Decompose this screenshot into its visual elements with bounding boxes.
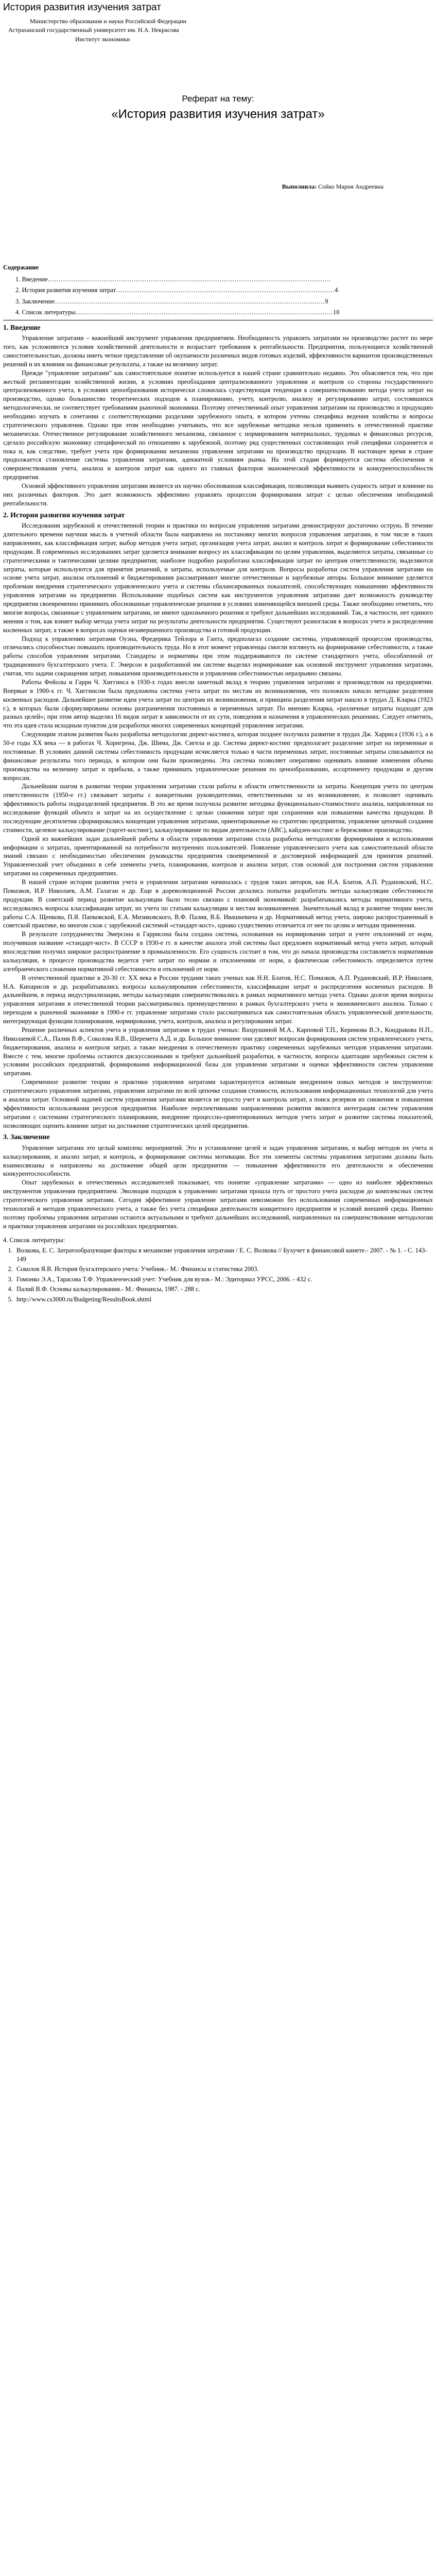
section-history — [3, 511, 433, 1130]
section-heading: 1. Введение — [3, 324, 41, 332]
toc-item[interactable]: 3. Заключение………………………………………………………………………………………………………………9 — [15, 297, 328, 305]
paragraph: Управление затратами это целый комплекс мероприятий. Это и установление целей и задач управления затратами, и выбор методов их учета и калькулирования, и анализ затрат, и контроль, и формирование системы мотивации. Все эти элементы системы управления затратами должны быть взаимосвязаны и направлены на достижение общей цели предприятия — повышения эффективности его деятельности и обеспечения конкурентоспособности. — [3, 1144, 433, 1178]
university-line: Астраханский государственный университет им. Н.А. Некрасова — [8, 26, 179, 34]
paragraph: Одной из важнейших задач дальнейшей работы в области управления затратами стала разработка методологии формирования и использования информации о затратах, ориентированной на потребности внутренних пользователей. Появление управленческого учета как самостоятельной области знаний связано с необходимостью обеспечения руководства предприятия своевременной и достоверной информацией для принятия решений. Управленческий учет объединил в себе элементы учета, планирования, контроля и анализа затрат, став основой для построения систем управления затратами на современных предприятиях. — [3, 835, 433, 877]
references-heading: 4. Список литературы: — [3, 1236, 65, 1244]
author-label: Выполнила: — [282, 183, 317, 191]
paragraph: Опыт зарубежных и отечественных исследователей показывает, что понятие «управление затратами» — одно из наиболее эффективных инструментов управления предприятием. Эволюция подходов к управлению затратами прошла путь от простого учета расходов до комплексных систем стратегического управления затратами. Сегодня эффективное управление затратами невозможно без использования современных информационных технологий и методов управленческого учета, а также без учета специфики деятельности конкретного предприятия и условий внешней среды. Именно поэтому проблемы управления затратами остаются актуальными и требуют дальнейших исследований, направленных на совершенствование методологии и практики управления затратами на российских предприятиях. — [3, 1179, 433, 1230]
paragraph: Управление затратами – важнейший инструмент управления предприятием. Необходимость управлять затратами на производство растет по мере того, как усложняются условия хозяйственной деятельности и возрастает требования к рентабельности. Предприятия, пользующиеся хозяйственной самостоятельностью, должны иметь четкое представление об окупаемости различных видов готовых изделий, эффективности вариантов производственных решений и их влияния на финансовые результаты, а также на величину затрат. — [3, 334, 433, 368]
references-list — [3, 1246, 433, 1303]
toc-item[interactable]: 1. Введение…………………………………………………………………………………………………………………… — [15, 275, 331, 283]
table-of-contents — [3, 263, 433, 317]
reference-item: 2. Соколов Я.В. История бухгалтерского учета: Учебник.- М.: Финансы и статистика 2003. — [14, 1265, 433, 1274]
paragraph: Работы Фейолы и Гарри Ч. Хиггинса в 1930-х годах внесли заметный вклад в теорию управления затратами и производством на предприятии. Впервые в 1900-х гг. Ч. Хиггинсом была предложена система учета затрат по местам их возникновения, что положило начало методике разделения косвенных расходов. Дальнейшее развитие идеи учета затрат по центрам их возникновения, и принципа разделения затрат нашло в трудах Д. Кларка (1923 г.), в которых были сформулированы основы разграничения постоянных и переменных затрат. По мнению Кларка, «различные затраты подходят для разных целей»; при этом автор выделял 16 видов затрат в зависимости от их сути, поведения и назначения в управленческих решениях. Следует отметить, что эта идея стала исходным пунктом для разработки многих современных концепций управления затратами. — [3, 678, 433, 730]
paragraph: В отечественной практике в 20-30 гг. XX века в России трудами таких ученых как Н.Н. Блатов, Н.С. Помазков, А.П. Рудановский, И.Р. Николаев, Н.А. Кипарисов и др. разрабатывались вопросы калькулирования себестоимости, классификации затрат и распределения косвенных расходов. В дальнейшем, в период индустриализации, методы калькуляции совершенствовались в рамках нормативного метода учета. Однако долгое время вопросы управления затратами в отечественной теории рассматривались преимущественно в рамках бухгалтерского учета и экономического анализа. Только с переходом к рыночной экономике в 1990-е гг. управление затратами стало рассматриваться как самостоятельная область управленческой деятельности, интегрирующая функции планирования, нормирования, учета, контроля, анализа и регулирования затрат. — [3, 974, 433, 1025]
reference-item: 4. Палий В.Ф. Основы калькулирования.- М.: Финансы, 1987. - 288 с. — [14, 1285, 433, 1294]
reference-link[interactable]: 5. http://www.cs3000.ru/Budgeting/ResultsBook.shtml — [14, 1295, 433, 1304]
section-conclusion — [3, 1133, 433, 1230]
section-heading: 3. Заключение — [3, 1133, 50, 1142]
author-name: Сойко Мария Андреевна — [317, 183, 383, 191]
section-heading: 2. История развития изучения затрат — [3, 511, 125, 519]
section-introduction — [3, 324, 433, 508]
paragraph: В результате сотрудничества Эмерсона и Гаррисона была создана система, основанная на нормировании затрат и учете отклонений от норм, получившая название «стандарт-кост». В СССР в 1930-е гг. в качестве аналога этой системы был предложен нормативный метод учета затрат, который впоследствии получил широкое распространение в промышленности. Его сущность состоит в том, что до начала производства составляется нормативная калькуляция, в процессе производства ведется учет затрат по нормам и отклонениям от норм, а фактическая себестоимость определяется путем алгебраического сложения нормативной себестоимости и отклонений от норм. — [3, 930, 433, 973]
cover-topic: «История развития изучения затрат» — [111, 107, 325, 121]
paragraph: Дальнейшим шагом в развитии теории управления затратами стали работы в области ответственности за затраты. Концепция учета по центрам ответственности (1950-е гг.) связывает затраты с конкретными руководителями, ответственными за их возникновение, и позволяет оценивать эффективность работы подразделений предприятия. В это же время получила развитие методика функционально-стоимостного анализа, направленная на исследование функций объекта и затрат на их осуществление с целью снижения затрат при сохранении или повышении качества продукции. В последующие десятилетия сформировались концепции управления затратами, ориентированные на стратегию предприятия, управление цепочкой создания стоимости, целевое калькулирование (таргет-костинг), калькулирование по видам деятельности (ABC), кайдзен-костинг и бережливое производство. — [3, 783, 433, 834]
paragraph: Следующим этапом развития было разработка методологии директ-костинга, которая позднее получила развитие в трудах Дж. Харриса (1936 г.), а в 50-е годы XX века — в работах Ч. Хорнгрена, Дж. Шима, Дж. Сигела и др. Система директ-костинг предполагает разделение затрат на переменные и постоянные. В условиях данной системы себестоимость продукции исчисляется только в части переменных затрат, постоянные затраты списываются на финансовые результаты того периода, в котором они были произведены. Эта система позволяет оперативно оценивать влияние изменения объема производства на величину затрат и прибыли, а также принимать управленческие решения по ценообразованию, ассортименту продукции и другим вопросам. — [3, 731, 433, 782]
institute-line: Институт экономики — [75, 35, 130, 43]
cover-kind: Реферат на тему: — [182, 94, 254, 104]
toc-item[interactable]: 2. История развития изучения затрат…………………………………………………………………………………………4 — [15, 286, 338, 294]
toc-heading: Содержание — [3, 264, 39, 272]
paragraph: Современное развитие теории и практики управления затратами характеризуется активным внедрением новых методов и инструментов: стратегического управления затратами, управления затратами по всей цепочке создания стоимости, использования информационных технологий для учета и анализа затрат. Основной задачей систем управления затратами является не просто учет и контроль затрат, а поиск резервов их снижения и повышения эффективности использования ресурсов предприятия. Наиболее перспективными направлениями развития являются интеграция систем управления затратами с системами стратегического планирования, внедрение процессно-ориентированных методов учета затрат и развитие системы показателей, позволяющих оценить влияние затрат на достижение стратегических целей предприятия. — [3, 1078, 433, 1129]
toc-item[interactable]: 4. Список литературы…………………………………………………………………………………………………………10 — [15, 309, 340, 316]
paragraph: Прежде "управление затратами" как самостоятельное понятие используется в нашей стране сравнительно недавно. Это объясняется тем, что при жесткой регламентации хозяйственной жизни, в условиях преобладания централизованного управления и контроля со стороны государственного централизованного учета, в условиях ценообразования исторически сложилась существующая тенденция к совершенствованию метода учета затрат на производство, однако большинство теоретических подходов к планированию, учету, контролю, анализу и регулированию затрат, состоявшихся методологически, не соответствует требованиям рыночной экономики. Поэтому отечественный опыт управления затратами на производство и продукцию необходимо изучать в сочетании с соответствующими разделами зарубежного опыта, в котором учтены специфика ведения хозяйства и вопросы стратегического управления. Однако при этом необходимо учитывать, что все зарубежные методики нельзя применять в отечественной практике механически. Отечественное регулирование хозяйственного механизма, связанное с нормированием материальных, трудовых и финансовых ресурсов, сделало российскую экономику специфической по отношению к зарубежной, поэтому ряд существенных составляющих этой специфики сохраняется и пока и, как следствие, требует учета при формировании механизма управления затратами на производство продукции. В настоящее время в стране продолжается становление системы управления затратами, адекватной условиям рынка. На этой стадии формируется система обеспечения и совершенствования учета, анализа и контроля затрат как одного из главных факторов экономической эффективности и конкурентоспособности предприятия. — [3, 369, 433, 481]
reference-item: 3. Гомонко Э.А., Тарасова Т.Ф. Управленческий учет: Учебник для вузов.- М.: Эдиториал УРСС, 2006. - 432 с. — [14, 1275, 433, 1284]
paragraph: Основой эффективного управления затратами является их научно обоснованная классификация, позволяющая выявить сущность затрат и влияние на них различных факторов. Это дает возможность эффективно управлять процессом формирования затрат с целью обеспечения необходимой рентабельности. — [3, 482, 433, 507]
reference-item: 1. Волкова, Е. С. Затратообразующие факторы в механизме управления затратами / Е. С. Волкова // Бухучет в финансовой кинете.- 2007. - № 1. - С. 143-149 — [14, 1246, 433, 1263]
paragraph: Подход к управлению затратами Оуэна, Фредерика Тейлора и Ганта, предполагал создание системы, управляющей процессом производства, отличались способностью повышать производительность труда. Но в этот момент управленцы смогли взглянуть на формирование себестоимости, а также работы способов управления затратами. Стандарты и нормативы при этом поддерживаются по системе стандартного учета, обособленной от традиционного бухгалтерского учета. Г. Эмерсон в разработанной им системе выделял нормирование как основной инструмент управления затратами, считая, что задачи сокращения затрат, повышения производительности и управления себестоимостью неразрывно связаны. — [3, 635, 433, 677]
document-title: История развития изучения затрат — [3, 2, 161, 13]
paragraph: В нашей стране история развития учета и управления затратами начиналась с трудов таких авторов, как Н.А. Блатов, А.П. Рудановский, Н.С. Помазков, И.Р. Николаев, А.М. Галаган и др. Еще в дореволюционной России делались попытки разработать методы калькуляции себестоимости продукции. В советский период развитие калькуляции было тесно связано с плановой экономикой: разрабатывались методы нормативного учета, исследовались вопросы классификации затрат, их учета по статьям калькуляции и местам возникновения. Значительный вклад в развитие теории внесли работы С.А. Щенкова, П.Я. Папковской, Е.А. Мизиковского, В.Ф. Палия, В.Б. Ивашкевича и др. Нормативный метод учета, широко распространенный в советской практике, во многом схож с зарубежной системой «стандарт-кост», однако существенно отличается от нее по целям и методам применения. — [3, 878, 433, 929]
ministry-line: Министерство образования и науки Российской Федерации — [30, 18, 186, 25]
author-line — [3, 183, 433, 191]
paragraph: Исследования зарубежной и отечественной теории и практики по вопросам управления затратами демонстрируют достаточно острую, В течение длительного времени научная мысль в учетной области была направлена на постановку многих вопросов управления затратами, в том числе в таких направлениях, как классификация затрат, выбор методов учета затрат, организация учета затрат, анализ и контроль затрат и формирование себестоимости продукции. В современных исследованиях затрат уделяется внимание вопросу их классификации по целям управления, выделяются затраты, связанные со стратегическими и тактическими целями предприятия; наиболее подробно разработана классификация затрат по центрам ответственности; выделяются затраты, которые используются для принятия решений, и затраты, используемые для контроля. Вопросы разработки систем управления затратами на основе учета затрат, анализа отклонений и бюджетирования рассматривают многие отечественные и зарубежные авторы. Большое внимание уделяется проблемам внедрения стратегического управленческого учета и системы сбалансированных показателей, способствующих повышению эффективности управления затратами на предприятии. Использование подобных систем как инструментов управления затратами дает возможность руководству предприятия своевременно принимать обоснованные управленческие решения в условиях изменяющейся внешней среды. Также необходимо отметить, что многие вопросы, связанные с управлением затратами, не имеют однозначного решения и требуют дальнейших исследований. Так, в частности, нет единого мнения о том, как влияет выбор метода учета затрат на результаты деятельности предприятия. Существуют разногласия в вопросах учета и распределения косвенных затрат, а также в вопросах оценки незавершенного производства и готовой продукции. — [3, 522, 433, 634]
references — [3, 1236, 433, 1304]
paragraph: Решение различных аспектов учета и управления затратами в трудах ученых: Вахрушиной М.А., Карповой Т.П., Керимова В.Э., Кондракова Н.П., Николаевой С.А., Палия В.Ф., Соколова Я.В., Шеремета А.Д. и др. Большое внимание они уделяют вопросам формирования систем управленческого учета, бюджетирования, анализа и контроля затрат, а также внедрения в отечественную практику современных зарубежных методов управления затратами. Вместе с тем, многие проблемы остаются дискуссионными и требуют дальнейшей разработки, в частности, вопросы адаптации зарубежных систем к условиям российских предприятий, формирования информационной базы для управления затратами и оценки эффективности систем управления затратами. — [3, 1026, 433, 1077]
